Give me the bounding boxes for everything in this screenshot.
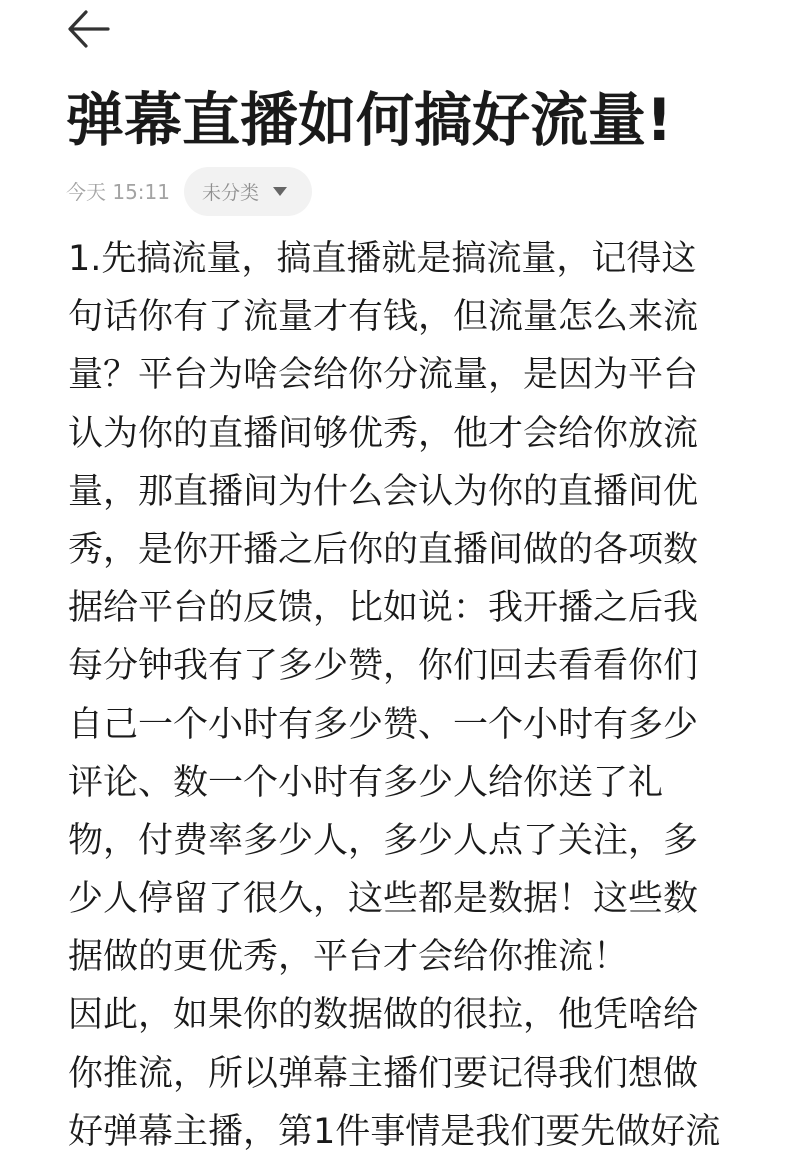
triangle-down-icon — [273, 187, 287, 196]
body-line: 认为你的直播间够优秀，他才会给你放流 — [68, 413, 699, 454]
article-title: 弹幕直播如何搞好流量! — [66, 86, 673, 154]
article-body — [68, 230, 788, 1161]
body-line: 据做的更优秀，平台才会给你推流！ — [68, 937, 629, 978]
body-line: 物，付费率多少人，多少人点了关注，多 — [68, 820, 699, 861]
article-timestamp: 今天 15:11 — [66, 180, 170, 204]
body-line: 你推流，所以弹幕主播们要记得我们想做 — [68, 1053, 699, 1094]
body-line: 句话你有了流量才有钱，但流量怎么来流 — [68, 297, 699, 338]
body-line: 秀，是你开播之后你的直播间做的各项数 — [68, 529, 699, 570]
category-dropdown[interactable] — [184, 167, 312, 216]
arrow-left-icon — [64, 6, 116, 52]
body-line: 每分钟我有了多少赞，你们回去看看你们 — [68, 646, 699, 687]
body-line: 好弹幕主播，第1件事情是我们要先做好流 — [68, 1111, 721, 1152]
body-line: 因此，如果你的数据做的很拉，他凭啥给 — [68, 995, 699, 1036]
category-label: 未分类 — [202, 182, 260, 204]
body-line: 1.先搞流量，搞直播就是搞流量，记得这 — [68, 239, 697, 279]
body-line: 评论、数一个小时有多少人给你送了礼 — [68, 762, 664, 803]
body-line: 自己一个小时有多少赞、一个小时有多少 — [68, 704, 699, 745]
back-button[interactable] — [64, 6, 116, 52]
body-line: 少人停留了很久，这些都是数据！这些数 — [68, 879, 699, 920]
body-line: 据给平台的反馈，比如说：我开播之后我 — [68, 588, 699, 629]
body-line: 量？平台为啥会给你分流量，是因为平台 — [68, 355, 699, 396]
body-line: 量，那直播间为什么会认为你的直播间优 — [68, 471, 699, 512]
